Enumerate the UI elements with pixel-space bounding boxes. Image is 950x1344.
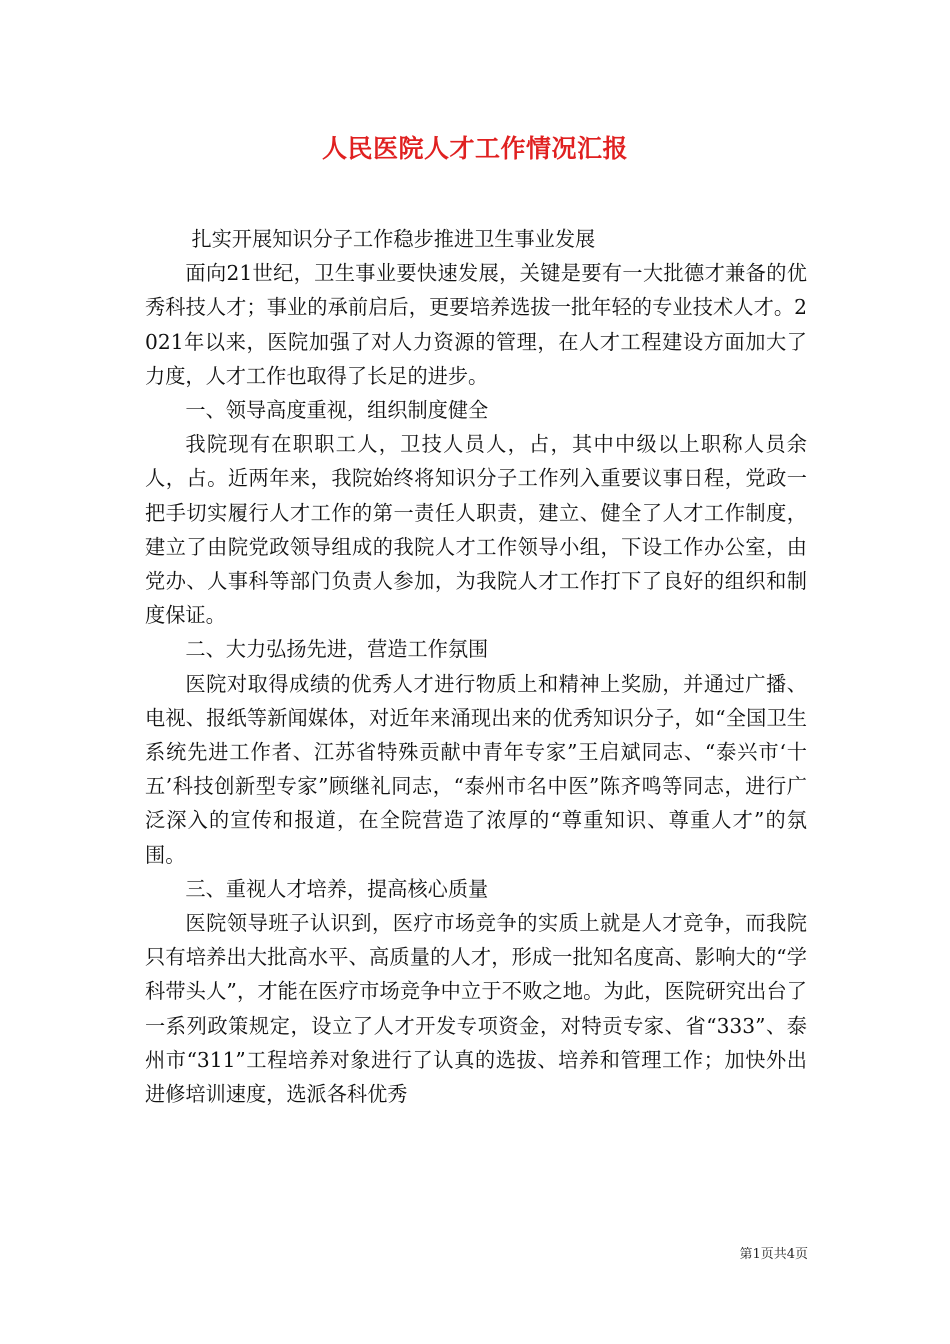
section-heading: 二、大力弘扬先进，营造工作氛围 [185, 637, 489, 662]
body-paragraph: 我院现有在职职工人，卫技人员人，占，其中中级以上职称人员余人，占。近两年来，我院始终将知识分子工作列入重要议事日程，党政一把手切实履行人才工作的第一责任人职责，建立、健全了人才工作制度，建立了由院党政领导组成的我院人才工作领导小组，下设工作办公室，由党办、人事科等部门负责人参加，为我院人才工作打下了良好的组织和制度保证。 [145, 432, 807, 628]
body-paragraph: 医院对取得成绩的优秀人才进行物质上和精神上奖励，并通过广播、电视、报纸等新闻媒体，对近年来涌现出来的优秀知识分子，如“全国卫生系统先进工作者、江苏省特殊贡献中青年专家”王启斌同志、“泰兴市‘十五’科技创新型专家”顾继礼同志，“泰州市名中医”陈齐鸣等同志，进行广泛深入的宣传和报道，在全院营造了浓厚的“尊重知识、尊重人才”的氛围。 [145, 671, 807, 867]
subtitle-paragraph: 扎实开展知识分子工作稳步推进卫生事业发展 [191, 227, 596, 251]
page-number: 第1页共4页 [739, 1247, 808, 1262]
document-body [145, 222, 807, 1111]
section-heading: 三、重视人才培养，提高核心质量 [185, 876, 489, 901]
body-paragraph: 医院领导班子认识到，医疗市场竞争的实质上就是人才竞争，而我院只有培养出大批高水平、高质量的人才，形成一批知名度高、影响大的“学科带头人”，才能在医疗市场竞争中立于不败之地。为此，医院研究出台了一系列政策规定，设立了人才开发专项资金，对特贡专家、省“333”、泰州市“311”工程培养对象进行了认真的选拔、培养和管理工作；加快外出进修培训速度，选派各科优秀 [145, 911, 807, 1107]
body-paragraph: 面向21世纪，卫生事业要快速发展，关键是要有一大批德才兼备的优秀科技人才；事业的承前启后，更要培养选拔一批年轻的专业技术人才。2021年以来，医院加强了对人力资源的管理，在人才工程建设方面加大了力度，人才工作也取得了长足的进步。 [145, 261, 807, 388]
document-title: 人民医院人才工作情况汇报 [321, 134, 628, 163]
section-heading: 一、领导高度重视，组织制度健全 [185, 398, 489, 423]
